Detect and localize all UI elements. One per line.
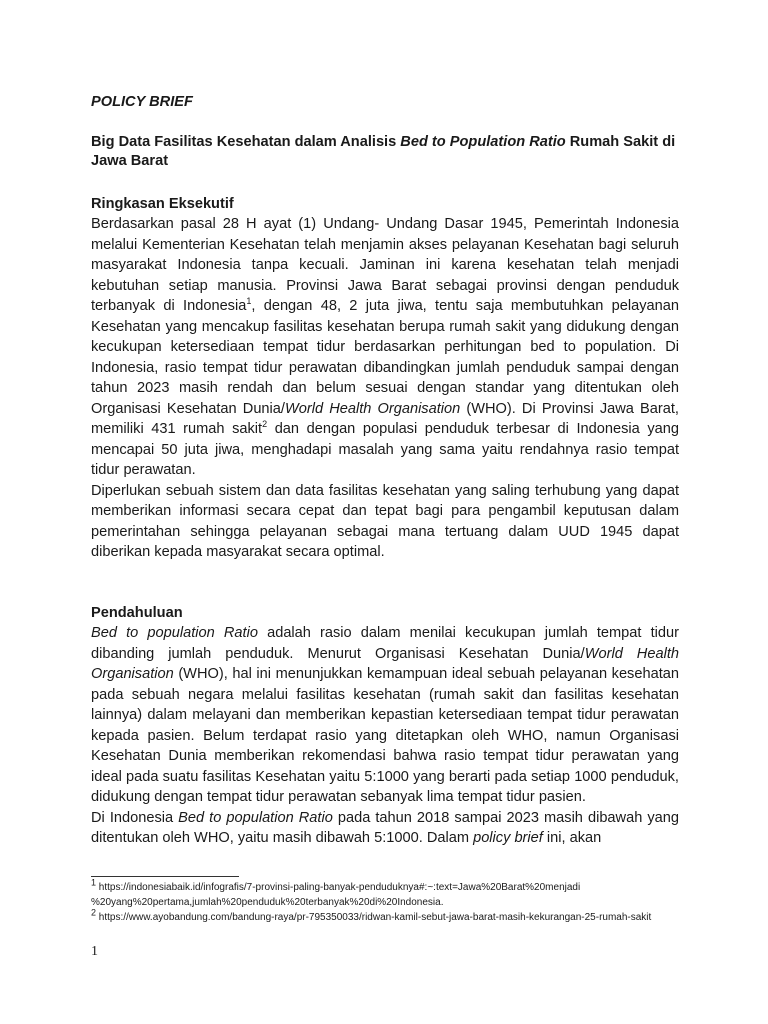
footnote-1 — [91, 877, 691, 910]
intro-p1-b: (WHO), hal ini menunjukkan kemampuan ideal sebuah pelayanan kesehatan pada sebuah negara melalui fasilitas kesehatan (rumah sakit dan fasilitas kesehatan lainnya) dalam melayani dan memberikan kepastian ketersediaan tempat tidur perawatan kepada pasien. Belum terdapat rasio yang ditetapkan oleh WHO, namun Organisasi Kesehatan Dunia memberikan rekomendasi bahwa rasio tempat tidur perawatan yang ideal pada suatu fasilitas Kesehatan yaitu 5:1000 yang berarti pada setiap 1000 penduduk, didukung dengan tempat tidur perawatan sebanyak lima tempat tidur pasien. — [91, 666, 679, 805]
intro-p1-italic-2: World Health Organisation — [91, 645, 679, 682]
es-p1-a: Berdasarkan pasal 28 H ayat (1) Undang- Undang Dasar 1945, Pemerintah Indonesia melalui Kementerian Kesehatan telah menjamin akses pelayanan Kesehatan bagi seluruh masyarakat Indonesia tanpa kecuali. Jaminan ini karena kesehatan telah menjadi kebutuhan setiap manusia. Provinsi Jawa Barat sebagai provinsi dengan penduduk terbanyak di Indonesia — [91, 216, 679, 314]
introduction-paragraph-2 — [91, 808, 679, 849]
document-body — [91, 92, 679, 849]
footnote-2-mark: 2 — [91, 907, 97, 918]
executive-summary-heading: Ringkasan Eksekutif — [91, 195, 234, 212]
policy-brief-label: POLICY BRIEF — [91, 94, 193, 110]
intro-p2-b: pada tahun 2018 sampai 2023 masih dibawah yang ditentukan oleh WHO, yaitu masih dibawah 5:1000. Dalam — [91, 809, 680, 846]
footnote-1-text: https://indonesiabaik.id/infografis/7-provinsi-paling-banyak-penduduknya#:~:text=Jawa%20Barat%20menjadi %20yang%20pertama,jumlah%20penduduk%20terbanyak%20di%20Indonesia. — [91, 882, 581, 908]
es-p1-c: (WHO). Di Provinsi Jawa Barat, memiliki 431 rumah sakit — [91, 400, 679, 437]
es-p1-b: , dengan 48, 2 juta jiwa, tentu saja membutuhkan pelayanan Kesehatan yang mencakup fasilitas kesehatan berupa rumah sakit yang didukung dengan kecukupan ketersediaan tempat tidur berdasarkan perhitungan bed to population. Di Indonesia, rasio tempat tidur perawatan dibandingkan jumlah penduduk sampai dengan tahun 2023 masih rendah dan belum sesuai dengan standar yang ditentukan oleh Organisasi Kesehatan Dunia/ — [91, 298, 679, 417]
page-number: 1 — [91, 944, 98, 959]
introduction-paragraph-1 — [91, 623, 679, 808]
footnote-separator — [91, 876, 239, 877]
footnote-ref-1: 1 — [246, 296, 252, 307]
intro-p2-c: ini, akan — [542, 830, 602, 846]
footnote-ref-2: 2 — [262, 419, 268, 430]
document-title — [91, 133, 679, 171]
title-suffix: Rumah Sakit di Jawa Barat — [91, 133, 676, 169]
executive-summary-paragraph-2: Diperlukan sebuah sistem dan data fasilitas kesehatan yang saling terhubung yang dapat memberikan informasi secara cepat dan tepat bagi para pengambil keputusan dalam pemerintahan sehingga pelayanan sebagai mana tertuang dalam UUD 1945 dapat diberikan kepada masyarakat secara optimal. — [91, 482, 679, 560]
intro-p2-italic-1: Bed to population Ratio — [178, 809, 333, 826]
es-p1-d: dan dengan populasi penduduk terbesar di Indonesia yang mencapai 50 juta jiwa, menghadapi masalah yang sama yaitu rendahnya rasio tempat tidur perawatan. — [91, 421, 679, 478]
introduction-heading: Pendahuluan — [91, 604, 183, 621]
title-prefix: Big Data Fasilitas Kesehatan dalam Analisis — [91, 133, 401, 150]
intro-p1-italic-1: Bed to population Ratio — [91, 625, 258, 641]
intro-p2-italic-2: policy brief — [473, 830, 543, 846]
es-p1-italic: World Health Organisation — [284, 400, 461, 417]
intro-p2-a: Di Indonesia — [91, 809, 179, 826]
intro-p1-a: adalah rasio dalam menilai kecukupan jumlah tempat tidur dibanding jumlah penduduk. Menurut Organisasi Kesehatan Dunia/ — [91, 625, 679, 662]
footnote-2 — [91, 907, 691, 925]
footnote-2-text: https://www.ayobandung.com/bandung-raya/pr-795350033/ridwan-kamil-sebut-jawa-barat-masih-kekurangan-25-rumah-sakit — [96, 912, 652, 923]
title-italic: Bed to Population Ratio — [400, 133, 566, 150]
executive-summary-paragraph-1 — [91, 214, 679, 481]
footnote-1-mark: 1 — [91, 877, 97, 888]
